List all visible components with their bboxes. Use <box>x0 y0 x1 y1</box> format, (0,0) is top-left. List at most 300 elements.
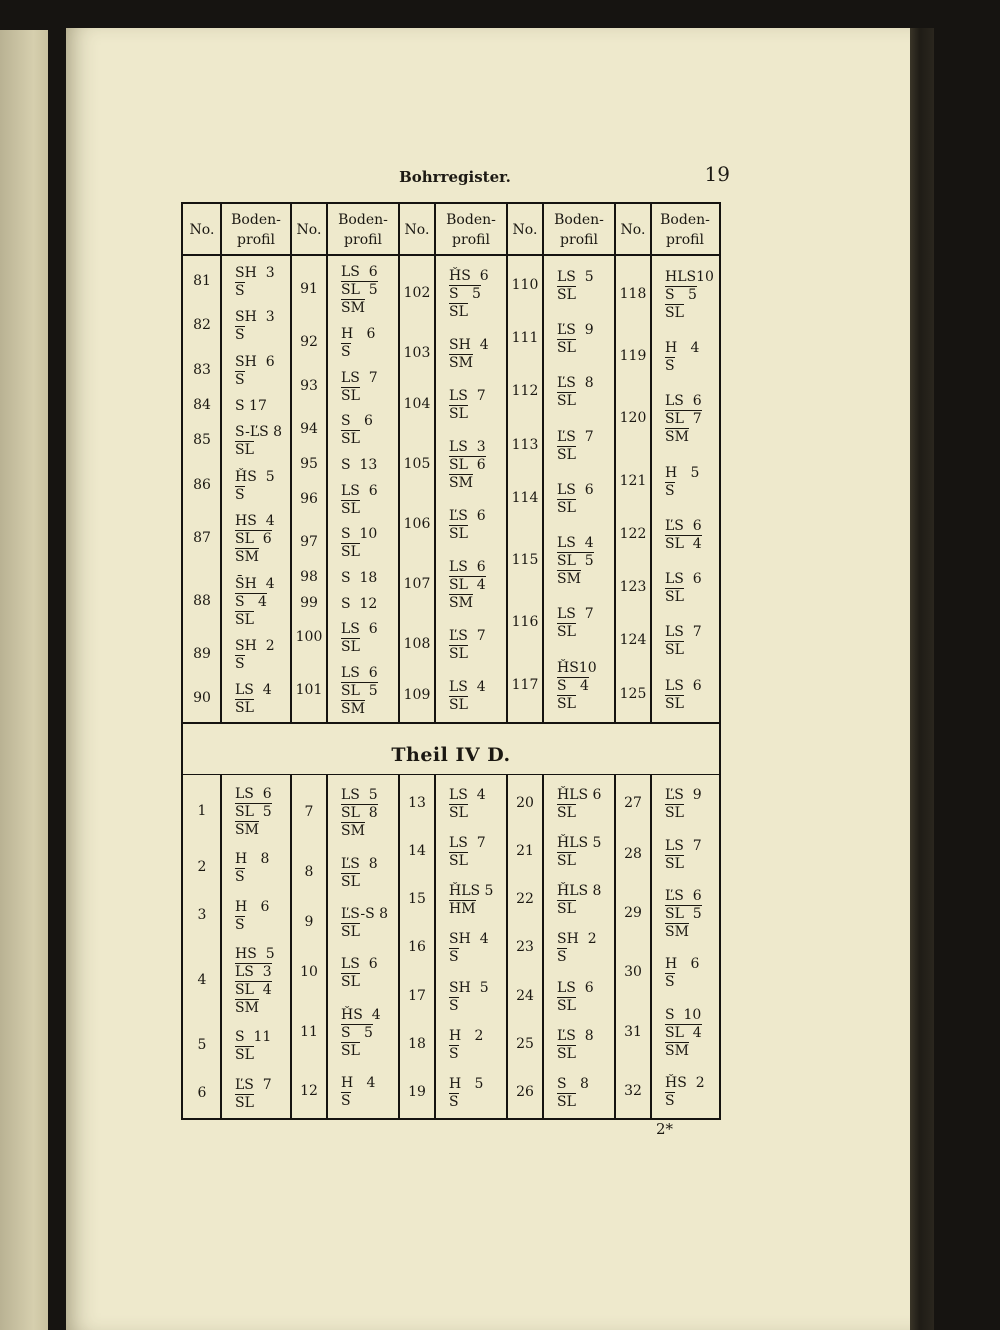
profile-layer: SL 5 <box>665 906 702 923</box>
soil-profile <box>449 882 493 918</box>
column-rule <box>220 774 222 1118</box>
profile-layer: S <box>665 358 675 374</box>
profile-layer: LS 6 <box>235 786 272 803</box>
boring-number: 7 <box>304 804 314 821</box>
profile-layer: LS 6 <box>557 481 594 498</box>
profile-layer: LS 4 <box>449 786 486 803</box>
boring-number: 28 <box>624 845 642 862</box>
boring-number: 110 <box>511 276 539 293</box>
profile-layer: HS 4 <box>235 513 275 530</box>
profile-layer: SM <box>449 594 473 611</box>
profile-layer: LS 7 <box>341 369 378 386</box>
header-label-line: profil <box>560 232 598 248</box>
profile-layer: SL 5 <box>341 682 378 699</box>
profile-layer: SL <box>341 387 360 404</box>
profile-layer: SL <box>341 974 360 991</box>
soil-profile <box>665 268 714 322</box>
profile-layer: SL <box>449 852 468 869</box>
soil-profile <box>341 595 377 613</box>
boring-number: 122 <box>619 525 647 542</box>
boring-number: 4 <box>197 972 207 989</box>
soil-profile <box>235 945 275 1017</box>
soil-profile <box>557 1075 589 1111</box>
profile-layer: HS 5 <box>235 946 275 963</box>
profile-layer: LS 6 <box>557 979 594 996</box>
profile-layer: H 4 <box>665 340 700 356</box>
soil-profile <box>557 979 594 1015</box>
boring-number: 11 <box>300 1023 318 1040</box>
profile-layer: H 5 <box>449 1076 484 1093</box>
profile-layer: SM <box>557 571 581 587</box>
profile-layer: SL <box>665 589 684 605</box>
profile-layer: S <box>235 655 245 672</box>
boring-number: 23 <box>516 939 534 956</box>
header-label-line: profil <box>344 232 382 248</box>
header-label-line: Boden- <box>660 212 710 228</box>
soil-profile <box>665 887 702 941</box>
profile-layer: S 10 <box>341 526 378 543</box>
profile-layer: SL <box>449 804 468 821</box>
boring-number: 124 <box>619 632 647 649</box>
soil-profile <box>449 930 489 966</box>
soil-profile <box>665 339 699 375</box>
profile-layer: SL <box>665 695 684 712</box>
soil-profile <box>341 369 378 405</box>
boring-number: 104 <box>403 395 431 412</box>
profile-layer: SL 4 <box>665 1024 702 1041</box>
profile-layer: SL <box>557 446 576 463</box>
boring-number: 88 <box>193 592 211 609</box>
soil-profile <box>235 575 275 629</box>
boring-number: 98 <box>300 568 318 585</box>
profile-layer: S 12 <box>341 595 378 612</box>
profile-layer: SL <box>341 500 360 517</box>
profile-layer: S 18 <box>341 569 378 586</box>
header-no: No. <box>296 222 322 238</box>
profile-layer: LS 3 <box>449 438 486 455</box>
boring-number: 31 <box>624 1023 642 1040</box>
profile-layer: S 8 <box>557 1076 589 1093</box>
boring-number: 108 <box>403 635 431 652</box>
boring-number: 85 <box>193 432 211 449</box>
profile-layer: S 17 <box>235 397 267 414</box>
profile-layer: SL <box>449 303 468 320</box>
profile-layer: SL 6 <box>235 531 272 548</box>
soil-profile <box>449 834 486 870</box>
boring-number: 111 <box>511 330 539 346</box>
profile-layer: SL <box>341 1042 360 1059</box>
boring-number: 121 <box>619 472 647 489</box>
profile-layer: LS 6 <box>341 482 378 499</box>
profile-layer: SL <box>235 442 254 459</box>
boring-number: 13 <box>408 794 426 811</box>
soil-profile <box>449 336 489 372</box>
boring-number: 29 <box>624 905 642 922</box>
profile-layer: S-ĽS 8 <box>235 424 283 441</box>
boring-number: 87 <box>193 530 211 547</box>
soil-profile <box>449 786 486 822</box>
column-rule <box>506 204 508 722</box>
soil-profile <box>449 507 486 543</box>
soil-profile <box>341 786 378 840</box>
soil-profile <box>557 659 597 713</box>
profile-layer: S 10 <box>665 1006 702 1023</box>
profile-layer: S <box>235 916 245 933</box>
column-rule <box>290 204 292 722</box>
profile-layer: SL 7 <box>665 411 702 428</box>
profile-layer: SL <box>557 624 576 641</box>
profile-layer: S 5 <box>665 286 697 303</box>
column-rule <box>398 204 400 722</box>
soil-profile <box>557 534 594 588</box>
profile-layer: S 4 <box>235 593 267 610</box>
profile-layer: H 6 <box>665 956 700 973</box>
boring-number: 93 <box>300 377 318 394</box>
profile-layer: LS 7 <box>557 606 594 623</box>
profile-layer: SH 3 <box>235 264 275 281</box>
boring-number: 118 <box>619 285 647 302</box>
profile-layer: H 4 <box>341 1075 376 1092</box>
profile-layer: SL <box>557 852 576 869</box>
boring-number: 112 <box>511 383 539 400</box>
soil-profile <box>235 785 272 839</box>
soil-profile <box>557 930 597 966</box>
boring-number: 96 <box>300 490 318 507</box>
profile-layer: SM <box>665 1042 689 1059</box>
boring-number: 84 <box>193 396 211 413</box>
boring-number: 3 <box>197 906 207 923</box>
boring-number: 22 <box>516 891 534 908</box>
profile-layer: S 13 <box>341 456 378 473</box>
boring-number: 86 <box>193 476 211 493</box>
soil-profile <box>557 374 594 410</box>
soil-profile <box>665 1006 702 1060</box>
boring-number: 114 <box>511 489 539 506</box>
soil-profile <box>341 1006 381 1060</box>
header-label-line: profil <box>666 232 704 248</box>
soil-profile <box>235 898 269 934</box>
profile-layer: SL 5 <box>235 804 272 821</box>
profile-layer: SH 4 <box>449 931 489 948</box>
soil-profile <box>557 882 601 918</box>
profile-layer: ĽS 6 <box>665 517 702 534</box>
header-no: No. <box>404 222 430 238</box>
header-bodenprofil <box>327 210 399 250</box>
profile-layer: LS 6 <box>341 664 378 681</box>
soil-profile <box>449 678 486 714</box>
section-rule <box>183 722 719 724</box>
column-rule <box>434 204 436 722</box>
profile-layer: LS 3 <box>235 964 272 981</box>
header-no: No. <box>189 222 215 238</box>
boring-number: 107 <box>403 575 431 592</box>
book-binding-edge <box>910 28 934 1330</box>
header-label-line: Boden- <box>338 212 388 228</box>
profile-layer: S <box>235 327 245 344</box>
signature-mark: 2* <box>656 1120 674 1138</box>
boring-number: 20 <box>516 794 534 811</box>
soil-profile <box>449 1027 483 1063</box>
profile-layer: H 5 <box>665 464 700 481</box>
profile-layer: SL <box>557 499 576 516</box>
soil-profile <box>665 464 699 500</box>
soil-profile <box>665 392 702 446</box>
profile-layer: ĽS 7 <box>235 1076 272 1093</box>
profile-layer: SM <box>341 700 365 717</box>
column-rule <box>542 774 544 1118</box>
soil-profile <box>235 1076 272 1112</box>
soil-profile <box>235 681 272 717</box>
profile-layer: ȞS 6 <box>449 267 489 284</box>
profile-layer: H 8 <box>235 851 270 868</box>
bohrregister-table <box>181 202 721 1120</box>
boring-number: 15 <box>408 891 426 908</box>
profile-layer: HM <box>449 901 476 918</box>
boring-number: 21 <box>516 842 534 859</box>
profile-layer: SL 8 <box>341 805 378 822</box>
profile-layer: S <box>235 486 245 503</box>
profile-layer: SH 2 <box>235 637 275 654</box>
boring-number: 10 <box>300 964 318 981</box>
profile-layer: SL <box>665 855 684 872</box>
profile-layer: SL <box>557 393 576 410</box>
profile-layer: H 6 <box>235 898 270 915</box>
soil-profile <box>341 482 378 518</box>
boring-number: 9 <box>304 914 314 931</box>
section-rule <box>183 774 719 775</box>
soil-profile <box>557 321 594 357</box>
column-rule <box>542 204 544 722</box>
profile-layer: S <box>235 869 245 886</box>
profile-layer: ȞS10 <box>557 659 597 676</box>
column-rule <box>506 774 508 1118</box>
boring-number: 83 <box>193 361 211 378</box>
soil-profile <box>557 786 601 822</box>
soil-profile <box>449 627 486 663</box>
soil-profile <box>449 979 489 1015</box>
soil-profile <box>557 605 594 641</box>
boring-number: 19 <box>408 1084 426 1101</box>
soil-profile <box>557 1027 594 1063</box>
column-rule <box>614 204 616 722</box>
boring-number: 119 <box>619 348 647 364</box>
soil-profile <box>235 397 267 415</box>
profile-layer: ĽS 8 <box>341 855 378 872</box>
profile-layer: LS 4 <box>557 535 594 551</box>
profile-layer: SL <box>341 924 360 941</box>
profile-layer: SL 4 <box>449 576 486 593</box>
profile-layer: SL <box>449 525 468 542</box>
profile-layer: S <box>449 1094 459 1111</box>
boring-number: 8 <box>304 863 314 880</box>
profile-layer: H 6 <box>341 326 376 343</box>
boring-number: 120 <box>619 410 647 427</box>
soil-profile <box>341 525 377 561</box>
header-bodenprofil <box>651 210 719 250</box>
boring-number: 94 <box>300 421 318 438</box>
profile-layer: LS 6 <box>341 956 378 973</box>
header-no: No. <box>512 222 538 238</box>
profile-layer: ĽS 8 <box>557 1027 594 1044</box>
section-title: Theil IV D. <box>391 744 511 766</box>
profile-layer: S 4 <box>557 677 589 694</box>
profile-layer: SM <box>235 1000 259 1017</box>
soil-profile <box>341 664 378 718</box>
boring-number: 105 <box>403 455 431 472</box>
boring-number: 1 <box>197 803 207 820</box>
soil-profile <box>341 855 378 891</box>
profile-layer: S <box>235 282 245 299</box>
header-bodenprofil <box>221 210 291 250</box>
profile-layer: SL <box>665 304 684 321</box>
running-head: Bohrregister. <box>399 168 511 186</box>
header-rule <box>183 254 719 256</box>
boring-number: 97 <box>300 534 318 551</box>
soil-profile <box>235 850 269 886</box>
boring-number: 95 <box>300 455 318 472</box>
header-label-line: Boden- <box>446 212 496 228</box>
boring-number: 123 <box>619 579 647 595</box>
boring-number: 17 <box>408 987 426 1004</box>
column-rule <box>326 774 328 1118</box>
boring-number: 100 <box>295 629 323 646</box>
boring-number: 24 <box>516 987 534 1004</box>
profile-layer: ĽS-S 8 <box>341 906 389 923</box>
profile-layer: ĽS 6 <box>665 888 702 905</box>
profile-layer: S̄H 4 <box>235 575 275 592</box>
page-number: 19 <box>704 162 730 186</box>
soil-profile <box>235 512 275 566</box>
profile-layer: SH 5 <box>449 979 489 996</box>
profile-layer: ȞS 2 <box>665 1075 705 1092</box>
profile-layer: ȞS 5 <box>235 468 275 485</box>
profile-layer: SH 3 <box>235 309 275 326</box>
soil-profile <box>235 637 275 673</box>
profile-layer: ĽS 9 <box>557 322 594 338</box>
profile-layer: SL <box>557 286 576 303</box>
profile-layer: SL <box>449 645 468 662</box>
boring-number: 25 <box>516 1035 534 1052</box>
profile-layer: S 5 <box>449 285 481 302</box>
soil-profile <box>341 412 373 448</box>
profile-layer: SM <box>235 822 259 839</box>
profile-layer: LS 7 <box>449 834 486 851</box>
profile-layer: SM <box>449 354 473 371</box>
profile-layer: SL <box>557 901 576 918</box>
header-bodenprofil <box>543 210 615 250</box>
profile-layer: LS 6 <box>449 558 486 575</box>
profile-layer: SM <box>235 549 259 566</box>
profile-layer: ȞLS 8 <box>557 883 602 900</box>
profile-layer: SL <box>341 544 360 561</box>
profile-layer: SL <box>449 696 468 713</box>
column-rule <box>650 204 652 722</box>
profile-layer: SL <box>557 997 576 1014</box>
profile-layer: SL <box>341 873 360 890</box>
boring-number: 32 <box>624 1083 642 1100</box>
boring-number: 26 <box>516 1084 534 1101</box>
profile-layer: ĽS 6 <box>449 507 486 524</box>
profile-layer: S <box>665 482 675 499</box>
soil-profile <box>665 677 702 713</box>
profile-layer: LS 7 <box>665 837 702 854</box>
profile-layer: ĽS 7 <box>557 428 594 445</box>
boring-number: 91 <box>300 281 318 298</box>
profile-layer: H 2 <box>449 1027 484 1044</box>
profile-layer: S <box>449 997 459 1014</box>
profile-layer: LS 7 <box>449 387 486 404</box>
boring-number: 12 <box>300 1083 318 1100</box>
profile-layer: SL <box>235 700 254 717</box>
boring-number: 81 <box>193 272 211 289</box>
soil-profile <box>341 620 378 656</box>
boring-number: 113 <box>511 436 539 453</box>
soil-profile <box>341 325 375 361</box>
boring-number: 99 <box>300 594 318 611</box>
profile-layer: SM <box>449 474 473 491</box>
profile-layer: LS 4 <box>235 682 272 699</box>
profile-layer: SL <box>557 1045 576 1062</box>
boring-number: 102 <box>403 284 431 301</box>
profile-layer: ȞLS 5 <box>449 883 494 900</box>
boring-number: 106 <box>403 515 431 532</box>
profile-layer: SL <box>341 431 360 448</box>
profile-layer: ĽS 7 <box>449 627 486 644</box>
soil-profile <box>557 481 594 517</box>
boring-number: 27 <box>624 795 642 812</box>
profile-layer: SL 5 <box>557 553 594 569</box>
profile-layer: S <box>557 949 567 966</box>
profile-layer: LS 6 <box>341 621 378 638</box>
profile-layer: SM <box>665 924 689 941</box>
profile-layer: LS 6 <box>665 571 702 587</box>
soil-profile <box>449 558 486 612</box>
profile-layer: SL 4 <box>665 535 702 552</box>
profile-layer: S <box>449 1045 459 1062</box>
boring-number: 101 <box>295 681 323 698</box>
soil-profile <box>665 570 702 606</box>
profile-layer: SL <box>665 642 684 659</box>
profile-layer: SL <box>557 695 576 712</box>
soil-profile <box>341 456 377 474</box>
profile-layer: SM <box>341 300 365 317</box>
soil-profile <box>665 517 702 553</box>
soil-profile <box>341 905 388 941</box>
profile-layer: ĽS 8 <box>557 375 594 392</box>
header-label-line: Boden- <box>231 212 281 228</box>
boring-number: 6 <box>197 1084 207 1101</box>
previous-page-edge <box>0 30 48 1330</box>
profile-layer: SL <box>235 1047 254 1064</box>
boring-number: 5 <box>197 1037 207 1054</box>
profile-layer: S <box>665 974 675 991</box>
column-rule <box>614 774 616 1118</box>
profile-layer: SL <box>557 804 576 821</box>
soil-profile <box>235 264 275 300</box>
profile-layer: S 6 <box>341 413 373 430</box>
profile-layer: SL 4 <box>235 982 272 999</box>
header-bodenprofil <box>435 210 507 250</box>
soil-profile <box>235 468 275 504</box>
column-rule <box>398 774 400 1118</box>
profile-layer: ȞS 4 <box>341 1006 381 1023</box>
soil-profile <box>449 1075 483 1111</box>
soil-profile <box>235 423 282 459</box>
profile-layer: S <box>235 371 245 388</box>
profile-layer: LS 7 <box>665 624 702 641</box>
column-rule <box>290 774 292 1118</box>
header-no: No. <box>620 222 646 238</box>
